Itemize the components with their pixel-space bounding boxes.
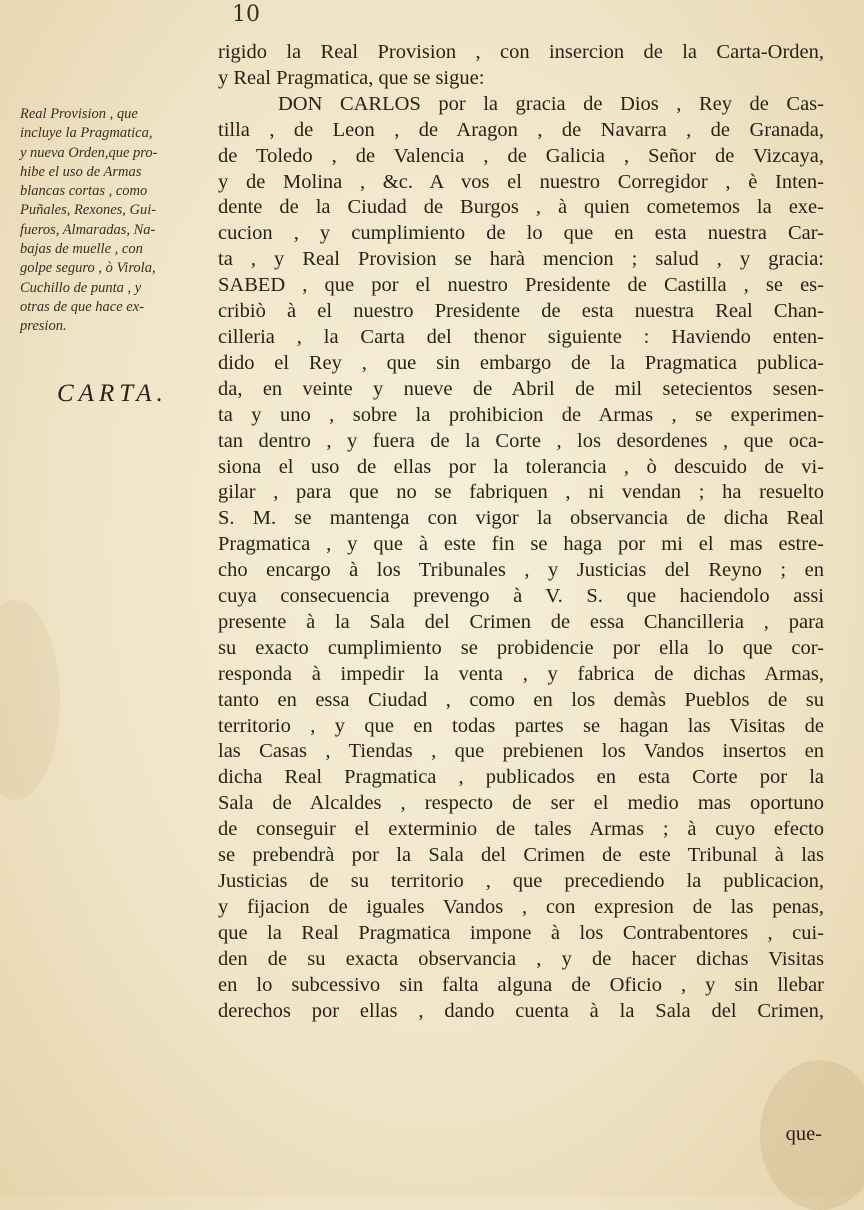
body-line: dido el Rey , que sin embargo de la Pragmatica publica-	[218, 351, 824, 374]
body-line: ta , y Real Provision se harà mencion ; salud , y gracia:	[218, 248, 824, 271]
body-line: DON CARLOS por la gracia de Dios , Rey de Cas-	[278, 92, 824, 115]
margin-note-line: golpe seguro , ò Virola,	[20, 260, 156, 277]
body-line: ta y uno , sobre la prohibicion de Armas , se experimen-	[218, 403, 824, 426]
body-line: territorio , y que en todas partes se hagan las Visitas de	[218, 714, 824, 737]
body-line: gilar , para que no se fabriquen , ni vendan ; ha resuelto	[218, 481, 824, 504]
body-line: cilleria , la Carta del thenor siguiente : Haviendo enten-	[218, 325, 824, 348]
body-line: cuya consecuencia prevengo à V. S. que haciendolo assi	[218, 585, 824, 608]
body-line: su exacto cumplimiento se probidencie por ella lo que cor-	[218, 636, 824, 659]
body-line: que la Real Pragmatica impone à los Contrabentores , cui-	[218, 921, 824, 944]
margin-note-line: y nueva Orden,que pro-	[20, 144, 158, 161]
body-line: SABED , que por el nuestro Presidente de Castilla , se es-	[218, 274, 824, 297]
margin-note-line: presion.	[20, 318, 67, 335]
body-line: presente à la Sala del Crimen de essa Chancilleria , para	[218, 610, 824, 633]
margin-note-line: hibe el uso de Armas	[20, 163, 142, 180]
body-line: cribiò à el nuestro Presidente de esta nuestra Real Chan-	[218, 300, 824, 323]
body-line: S. M. se mantenga con vigor la observancia de dicha Real	[218, 507, 824, 530]
body-text	[218, 40, 824, 1024]
catchword: que-	[785, 1123, 822, 1145]
paper-stain	[0, 600, 60, 800]
margin-note-line: fueros, Almaradas, Na-	[20, 221, 156, 238]
body-line: de Toledo , de Valencia , de Galicia , Señor de Vizcaya,	[218, 144, 824, 167]
body-line: se prebendrà por la Sala del Crimen de este Tribunal à las	[218, 844, 824, 867]
margin-note	[20, 105, 200, 337]
margin-note-line: bajas de muelle , con	[20, 241, 143, 258]
body-line: tan dentro , y fuera de la Corte , los desordenes , que oca-	[218, 429, 824, 452]
body-line: y fijacion de iguales Vandos , con expresion de las penas,	[218, 895, 824, 918]
body-line: derechos por ellas , dando cuenta à la Sala del Crimen,	[218, 999, 824, 1022]
body-line: dicha Real Pragmatica , publicados en esta Corte por la	[218, 766, 824, 789]
body-line: Justicias de su territorio , que precediendo la publicacion,	[218, 870, 824, 892]
body-line: y de Molina , &c. A vos el nuestro Corregidor , è Inten-	[218, 170, 824, 193]
body-line: den de su exacta observancia , y de hacer dichas Visitas	[218, 947, 824, 970]
body-line: Pragmatica , y que à este fin se haga por mi el mas estre-	[218, 533, 824, 556]
page-number: 10	[232, 2, 260, 27]
body-line: rigido la Real Provision , con insercion de la Carta-Orden,	[218, 41, 824, 63]
margin-note-line: blancas cortas , como	[20, 183, 148, 200]
body-line: responda à impedir la venta , y fabrica de dichas Armas,	[218, 662, 824, 685]
body-line: y Real Pragmatica, que se sigue:	[218, 66, 485, 89]
body-line: las Casas , Tiendas , que prebienen los Vandos insertos en	[218, 740, 824, 763]
body-line: en lo subcessivo sin falta alguna de Oficio , y sin llebar	[218, 973, 824, 996]
margin-note-line: Cuchillo de punta , y	[20, 279, 142, 296]
margin-note-line: Puñales, Rexones, Gui-	[20, 202, 157, 219]
carta-heading: CARTA.	[57, 380, 168, 407]
body-line: tanto en essa Ciudad , como en los demàs Pueblos de su	[218, 688, 824, 711]
margin-note-line: otras de que hace ex-	[20, 298, 145, 315]
body-line: da, en veinte y nueve de Abril de mil setecientos sesen-	[218, 377, 824, 400]
body-line: tilla , de Leon , de Aragon , de Navarra , de Granada,	[218, 118, 824, 141]
body-line: siona el uso de ellas por la tolerancia , ò descuido de vi-	[218, 455, 824, 478]
margin-note-line: incluye la Pragmatica,	[20, 125, 153, 142]
body-line: dente de la Ciudad de Burgos , à quien cometemos la exe-	[218, 196, 824, 219]
body-line: de conseguir el exterminio de tales Armas ; à cuyo efecto	[218, 818, 824, 841]
body-line: cucion , y cumplimiento de lo que en esta nuestra Car-	[218, 222, 824, 245]
body-line: Sala de Alcaldes , respecto de ser el medio mas oportuno	[218, 792, 824, 815]
margin-note-line: Real Provision , que	[20, 106, 138, 122]
body-line: cho encargo à los Tribunales , y Justicias del Reyno ; en	[218, 559, 824, 582]
